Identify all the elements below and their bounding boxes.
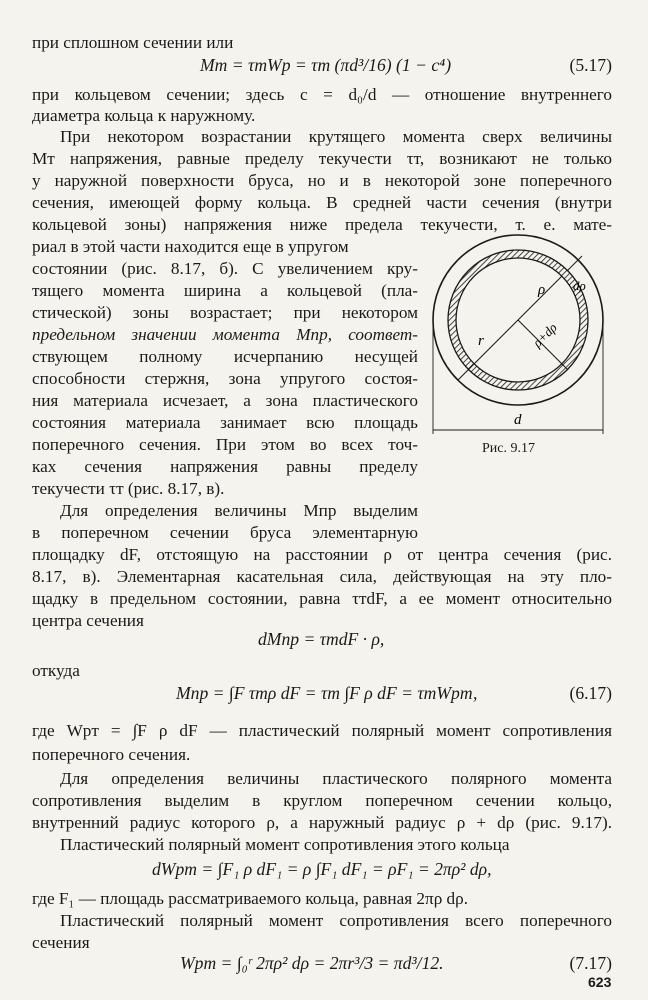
text-line: при кольцевом сечении; здесь c = d₀/d — отношение внутреннего: [32, 85, 612, 104]
page-number: 623: [588, 974, 612, 990]
text-line: при сплошном сечении или: [32, 33, 234, 52]
equation-number: (6.17): [569, 683, 612, 703]
label-r: r: [478, 333, 484, 349]
equation-number: (7.17): [569, 953, 612, 973]
text-line: сопротивления выделим в круглом поперечном сечении кольцо,: [32, 791, 612, 810]
text-line: риал в этой части находится еще в упругом: [32, 237, 349, 256]
text-line: текучести τт (рис. 8.17, в).: [32, 479, 225, 498]
text-line: При некотором возрастании крутящего момента сверх величины: [60, 127, 612, 146]
text-line: Пластический полярный момент сопротивления этого кольца: [60, 835, 510, 854]
text-line: тящего момента ширина a кольцевой (пла-: [32, 281, 418, 300]
text-line: центра сечения: [32, 611, 144, 630]
equation-body: dWpт = ∫F₁ ρ dF₁ = ρ ∫F₁ dF₁ = ρF₁ = 2πρ² dρ,: [152, 859, 492, 879]
radius-r: [458, 320, 518, 380]
equation-number: (5.17): [569, 55, 612, 75]
text-line: сечения: [32, 933, 90, 952]
drho-arrow: [567, 256, 582, 271]
text-line: состояния материала занимает всю площадь: [32, 413, 418, 432]
text-line: ствующем полному исчерпанию несущей: [32, 347, 418, 366]
equation-body: Mт = τтWp = τт (πd³/16) (1 − c⁴): [200, 55, 452, 75]
text-line: состоянии (рис. 8.17, б). С увеличением кру-: [32, 259, 418, 278]
text-line: в поперечном сечении бруса элементарную: [32, 523, 418, 542]
text-line: ках сечения напряжения равны пределу: [32, 457, 418, 476]
text-line: Mт напряжения, равные пределу текучести τт, возникают не только: [32, 149, 612, 168]
text-line: сечения, имеющей форму кольца. В средней части сечения (внутри: [32, 193, 612, 212]
text-line: щадку в предельном состоянии, равна τтdF, а ее момент относительно: [32, 589, 612, 608]
text-line: где F₁ — площадь рассматриваемого кольца, равная 2πρ dρ.: [32, 889, 469, 908]
text-line: предельном значении момента Mпр, соответ-: [32, 325, 418, 344]
label-d: d: [514, 412, 522, 428]
text-line: способности стержня, зона упругого состоя-: [32, 369, 418, 388]
text-line: кольцевой зоны) напряжения ниже предела текучести, т. е. мате-: [32, 215, 612, 234]
text-line: Для определения величины пластического полярного момента: [60, 769, 612, 788]
text-line: стической) зоны возрастает; при некотором: [32, 303, 418, 322]
equation-body: Mпр = ∫F τтρ dF = τт ∫F ρ dF = τтWpт,: [176, 683, 478, 703]
figure-caption: Рис. 9.17: [482, 441, 535, 456]
label-drho: dρ: [573, 278, 586, 293]
text-line: поперечного сечения.: [32, 745, 191, 764]
text-line: ния материала исчезает, а зона пластического: [32, 391, 418, 410]
equation-body: Wpт = ∫₀ʳ 2πρ² dρ = 2πr³/3 = πd³/12.: [180, 953, 444, 973]
text-line: диаметра кольца к наружному.: [32, 106, 256, 125]
text-line: откуда: [32, 661, 80, 680]
figure-9-17: [430, 220, 620, 435]
text-line: где Wpт = ∫F ρ dF — пластический полярный момент сопротивления: [32, 721, 612, 740]
text-line: внутренний радиус которого ρ, а наружный радиус ρ + dρ (рис. 9.17).: [32, 813, 612, 832]
text-line: Пластический полярный момент сопротивления всего поперечного: [60, 911, 612, 930]
text-line: у наружной поверхности бруса, но и в некоторой зоне поперечного: [32, 171, 612, 190]
text-line: площадку dF, отстоящую на расстоянии ρ от центра сечения (рис.: [32, 545, 612, 564]
text-line: 8.17, в). Элементарная касательная сила, действующая на эту пло-: [32, 567, 612, 586]
text-line: Для определения величины Mпр выделим: [60, 501, 418, 520]
label-rho-plus-drho: ρ+dρ: [529, 319, 560, 351]
label-rho: ρ: [538, 282, 546, 298]
equation-body: dMпр = τтdF · ρ,: [258, 629, 385, 649]
text-line: поперечного сечения. При этом во всех точ-: [32, 435, 418, 454]
